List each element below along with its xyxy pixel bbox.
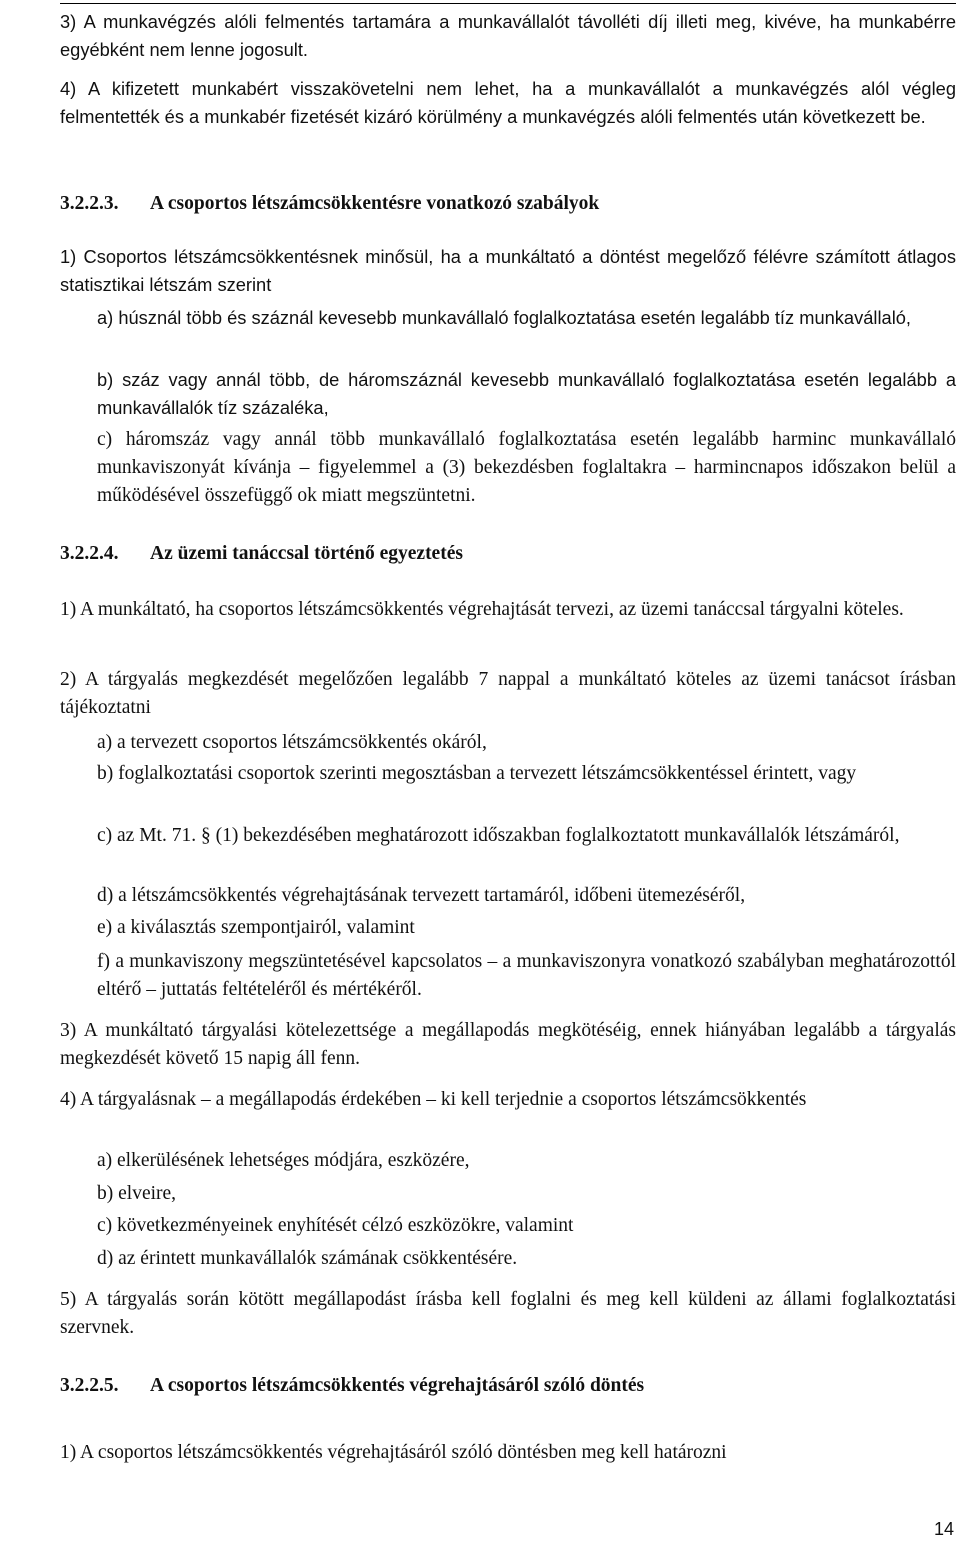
list-item: d) a létszámcsökkentés végrehajtásának tervezett tartamáról, időbeni ütemezéséről, (97, 885, 746, 906)
paragraph: 4) A tárgyalásnak – a megállapodás érdekében – ki kell terjednie a csoportos létszámcsökkentés (60, 1089, 807, 1110)
list-item: e) a kiválasztás szempontjairól, valamint (97, 917, 415, 938)
header-rule (60, 3, 956, 4)
paragraph: 5) A tárgyalás során kötött megállapodást írásba kell foglalni és meg kell küldeni az állami foglalkoztatási szervnek. (60, 1289, 956, 1338)
section-number: 3.2.2.4. (60, 543, 119, 564)
paragraph: 3) A munkavégzés alóli felmentés tartamára a munkavállalót távolléti díj illeti meg, kivéve, ha munkabérre egyébként nem lenne jogosult. (60, 11, 956, 60)
paragraph: 3) A munkáltató tárgyalási kötelezettsége a megállapodás megkötéséig, ennek hiányában legalább a tárgyalás megkezdését követő 15 napig áll fenn. (60, 1020, 956, 1069)
page-number: 14 (933, 1519, 954, 1539)
list-item: c) következményeinek enyhítését célzó eszközökre, valamint (97, 1215, 574, 1236)
list-item: f) a munkaviszony megszüntetésével kapcsolatos – a munkaviszonyra vonatkozó szabályban meghatározottól eltérő – juttatás feltételéről és mértékéről. (97, 951, 956, 1000)
list-item: c) az Mt. 71. § (1) bekezdésében meghatározott időszakban foglalkoztatott munkavállalók létszámáról, (97, 825, 900, 846)
section-title: A csoportos létszámcsökkentés végrehajtásáról szóló döntés (150, 1375, 645, 1396)
list-item: c) háromszáz vagy annál több munkavállaló foglalkoztatása esetén legalább harminc munkavállaló munkaviszonyát kívánja – figyelemmel a (3) bekezdésben foglaltakra – harmincnapos időszakon belül a működésével összefüggő ok miatt megszüntetni. (97, 429, 956, 506)
paragraph: 1) A csoportos létszámcsökkentés végrehajtásáról szóló döntésben meg kell határozni (60, 1442, 727, 1463)
paragraph: 1) Csoportos létszámcsökkentésnek minősül, ha a munkáltató a döntést megelőző félévre számított átlagos statisztikai létszám szerint (60, 246, 956, 295)
section-heading (60, 190, 956, 218)
list-item: b) elveire, (97, 1183, 177, 1204)
section-title: A csoportos létszámcsökkentésre vonatkozó szabályok (150, 193, 600, 214)
paragraph: 1) A munkáltató, ha csoportos létszámcsökkentés végrehajtását tervezi, az üzemi tanáccsal tárgyalni köteles. (60, 599, 904, 620)
list-item: a) elkerülésének lehetséges módjára, eszközére, (97, 1150, 470, 1171)
section-heading (60, 1372, 956, 1400)
list-item: a) a tervezett csoportos létszámcsökkentés okáról, (97, 732, 487, 753)
list-item: d) az érintett munkavállalók számának csökkentésére. (97, 1248, 518, 1269)
list-item: b) foglalkoztatási csoportok szerinti megosztásban a tervezett létszámcsökkentéssel érintett, vagy (97, 763, 857, 784)
section-heading (60, 540, 956, 568)
section-number: 3.2.2.3. (60, 193, 119, 214)
list-item: b) száz vagy annál több, de háromszáznál kevesebb munkavállaló foglalkoztatása esetén legalább a munkavállalók tíz százaléka, (97, 369, 956, 418)
list-item: a) húsznál több és száznál kevesebb munkavállaló foglalkoztatása esetén legalább tíz munkavállaló, (97, 307, 912, 328)
section-title: Az üzemi tanáccsal történő egyeztetés (150, 543, 463, 564)
paragraph: 2) A tárgyalás megkezdését megelőzően legalább 7 nappal a munkáltató köteles az üzemi tanácsot írásban tájékoztatni (60, 669, 956, 718)
section-number: 3.2.2.5. (60, 1375, 119, 1396)
paragraph: 4) A kifizetett munkabért visszakövetelni nem lehet, ha a munkavállalót a munkavégzés alól végleg felmentették és a munkabér fizetését kizáró körülmény a munkavégzés alóli felmentés után következett be. (60, 78, 956, 127)
